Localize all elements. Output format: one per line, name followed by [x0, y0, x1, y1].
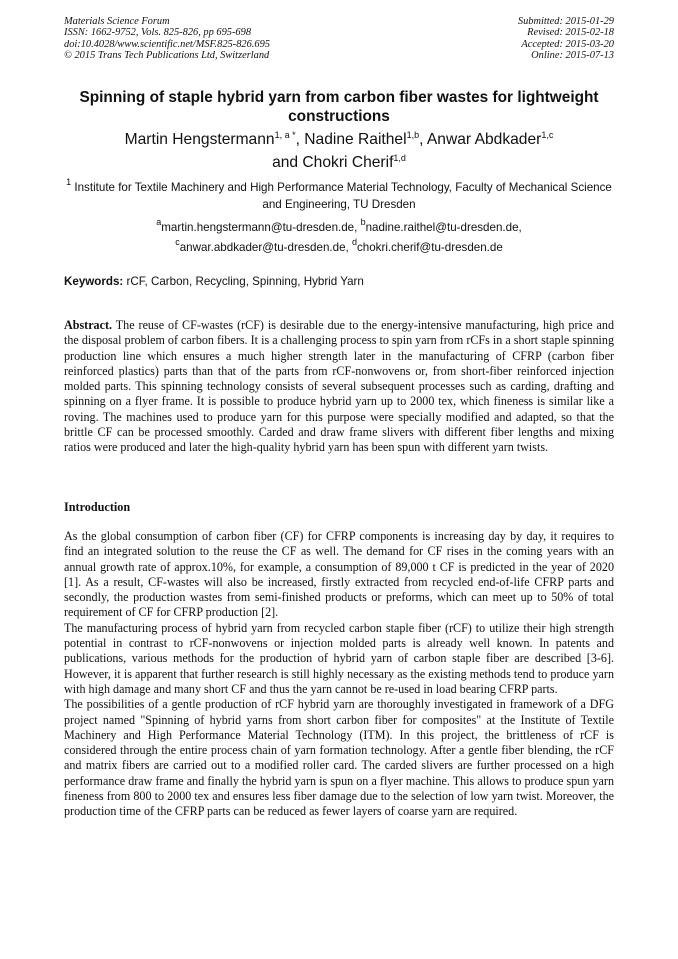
author-separator: ,	[419, 131, 427, 148]
paragraph: The manufacturing process of hybrid yarn from recycled carbon staple fiber (rCF) to utilize their high strength potential in contrast to rCF-nonwovens or injection molded parts is already well known. In patents and publications, various methods for the production of hybrid yarn of carbon staple fiber are described [3-6]. However, it is apparent that further research is still highly necessary as the existing methods tend to produce yarn with high damage and many short CF and thus the yarn cannot be re-used in load bearing CFRP parts.	[64, 620, 614, 696]
author-name: Chokri Cherif	[302, 154, 394, 171]
author-line-1	[64, 129, 614, 152]
email-link[interactable]: martin.hengstermann@tu-dresden.de,	[161, 221, 361, 234]
author-affiliation-mark: 1,c	[541, 130, 554, 140]
paper-title: Spinning of staple hybrid yarn from carbon fiber wastes for lightweight constructions	[79, 89, 599, 125]
author-name: Anwar Abdkader	[426, 131, 542, 148]
paragraph: The possibilities of a gentle production of rCF hybrid yarn are thoroughly investigated in framework of a DFG project named "Spinning of hybrid yarns from short carbon fiber for composites" at the Institute of Textile Machinery and High Performance Material Technology (ITM). In this project, the brittleness of rCF is considered through the entire process chain of yarn formation technology. After a gentle fiber blending, the rCF and matrix fibers are carried out to a modified roller card. The carded slivers are further processed on a high performance draw frame and finally the hybrid yarn is spun on a flyer machine. This allows to produce spun yarn fineness from 800 to 2000 tex and ensures less fiber damage due to the selection of low yarn twist. Moreover, the production time of the CFRP parts can be reduced as fewer layers of coarse yarn are required.	[64, 697, 614, 819]
journal-name: Materials Science Forum	[64, 16, 170, 27]
author-separator: ,	[295, 131, 305, 148]
copyright-line: © 2015 Trans Tech Publications Ltd, Switzerland	[64, 50, 270, 62]
email-line-2	[64, 238, 614, 258]
revised-date: Revised: 2015-02-18	[527, 27, 614, 39]
affiliation	[64, 177, 614, 212]
affiliation-text: Institute for Textile Machinery and High Performance Material Technology, Faculty of Mechanical Science and Engineering, TU Dresden	[71, 181, 612, 211]
author-affiliation-mark: 1,b	[406, 130, 420, 140]
email-mark: b	[360, 217, 366, 227]
author-emails	[64, 218, 614, 258]
abstract-text: The reuse of CF-wastes (rCF) is desirable due to the energy-intensive manufacturing, high price and the disposal problem of carbon fibers. It is a challenging process to spin yarn from rCFs in a short staple spinning production line which ensures a much higher strength later in the manufacturing of CFRP (carbon fiber reinforced plastics) parts than that of the parts from rCF-nonwovens or, from short-fiber reinforced injection molded parts. This spinning technology consists of several subsequent processes such as carding, drafting and spinning on a flyer frame. It is possible to produce hybrid yarn up to 2000 tex, which fineness is similar like a roving. The machines used to produce yarn for this purpose were specially modified and adapted, so that the brittle CF can be processed smoothly. Carded and draw frame slivers with different fiber lengths and mixing ratios were produced and later the high-quality hybrid yarn has been spun with different yarn twists.	[64, 318, 614, 455]
author-name: Nadine Raithel	[304, 131, 407, 148]
paragraph: As the global consumption of carbon fiber (CF) for CFRP components is increasing day by day, it requires to find an integrated solution to the reuse the CF as well. The demand for CF rises in the coming years with an annual growth rate of approx.10%, for example, a consumption of 89,000 t CF is predicted in the year of 2020 [1]. As a result, CF-wastes will also be increased, firstly extracted from recycled end-of-life CFRP parts and secondly, the production wastes from semi-finished products or preforms, which can meet up to 50% of total requirement of CF for CFRP production [2].	[64, 529, 614, 620]
submitted-date: Submitted: 2015-01-29	[517, 16, 614, 27]
email-line-1	[64, 218, 614, 238]
online-date: Online: 2015-07-13	[531, 50, 614, 62]
author-conjunction: and	[272, 154, 303, 171]
keywords-text: rCF, Carbon, Recycling, Spinning, Hybrid Yarn	[123, 275, 364, 288]
journal-info	[64, 16, 270, 62]
introduction-body	[64, 529, 614, 820]
affiliation-mark: 1	[66, 177, 72, 187]
author-line-2	[64, 152, 614, 175]
keywords	[64, 274, 614, 289]
author-affiliation-mark: 1, a *	[274, 130, 296, 140]
keywords-label: Keywords:	[64, 275, 124, 288]
doi-line: doi:10.4028/www.scientific.net/MSF.825-826.695	[64, 38, 270, 50]
author-affiliation-mark: 1,d	[393, 153, 406, 163]
abstract-label: Abstract.	[64, 318, 113, 332]
email-link[interactable]: nadine.raithel@tu-dresden.de,	[365, 221, 522, 234]
author-list	[64, 129, 614, 175]
email-mark: a	[156, 217, 162, 227]
email-link[interactable]: chokri.cherif@tu-dresden.de	[356, 241, 503, 254]
accepted-date: Accepted: 2015-03-20	[521, 38, 614, 50]
introduction-heading: Introduction	[64, 500, 131, 514]
email-mark: d	[351, 237, 357, 247]
email-link[interactable]: anwar.abdkader@tu-dresden.de,	[179, 241, 352, 254]
abstract	[64, 318, 614, 456]
author-name: Martin Hengstermann	[124, 131, 275, 148]
issn-line: ISSN: 1662-9752, Vols. 825-826, pp 695-698	[64, 27, 252, 39]
email-mark: c	[175, 237, 180, 247]
publication-dates	[518, 16, 614, 62]
